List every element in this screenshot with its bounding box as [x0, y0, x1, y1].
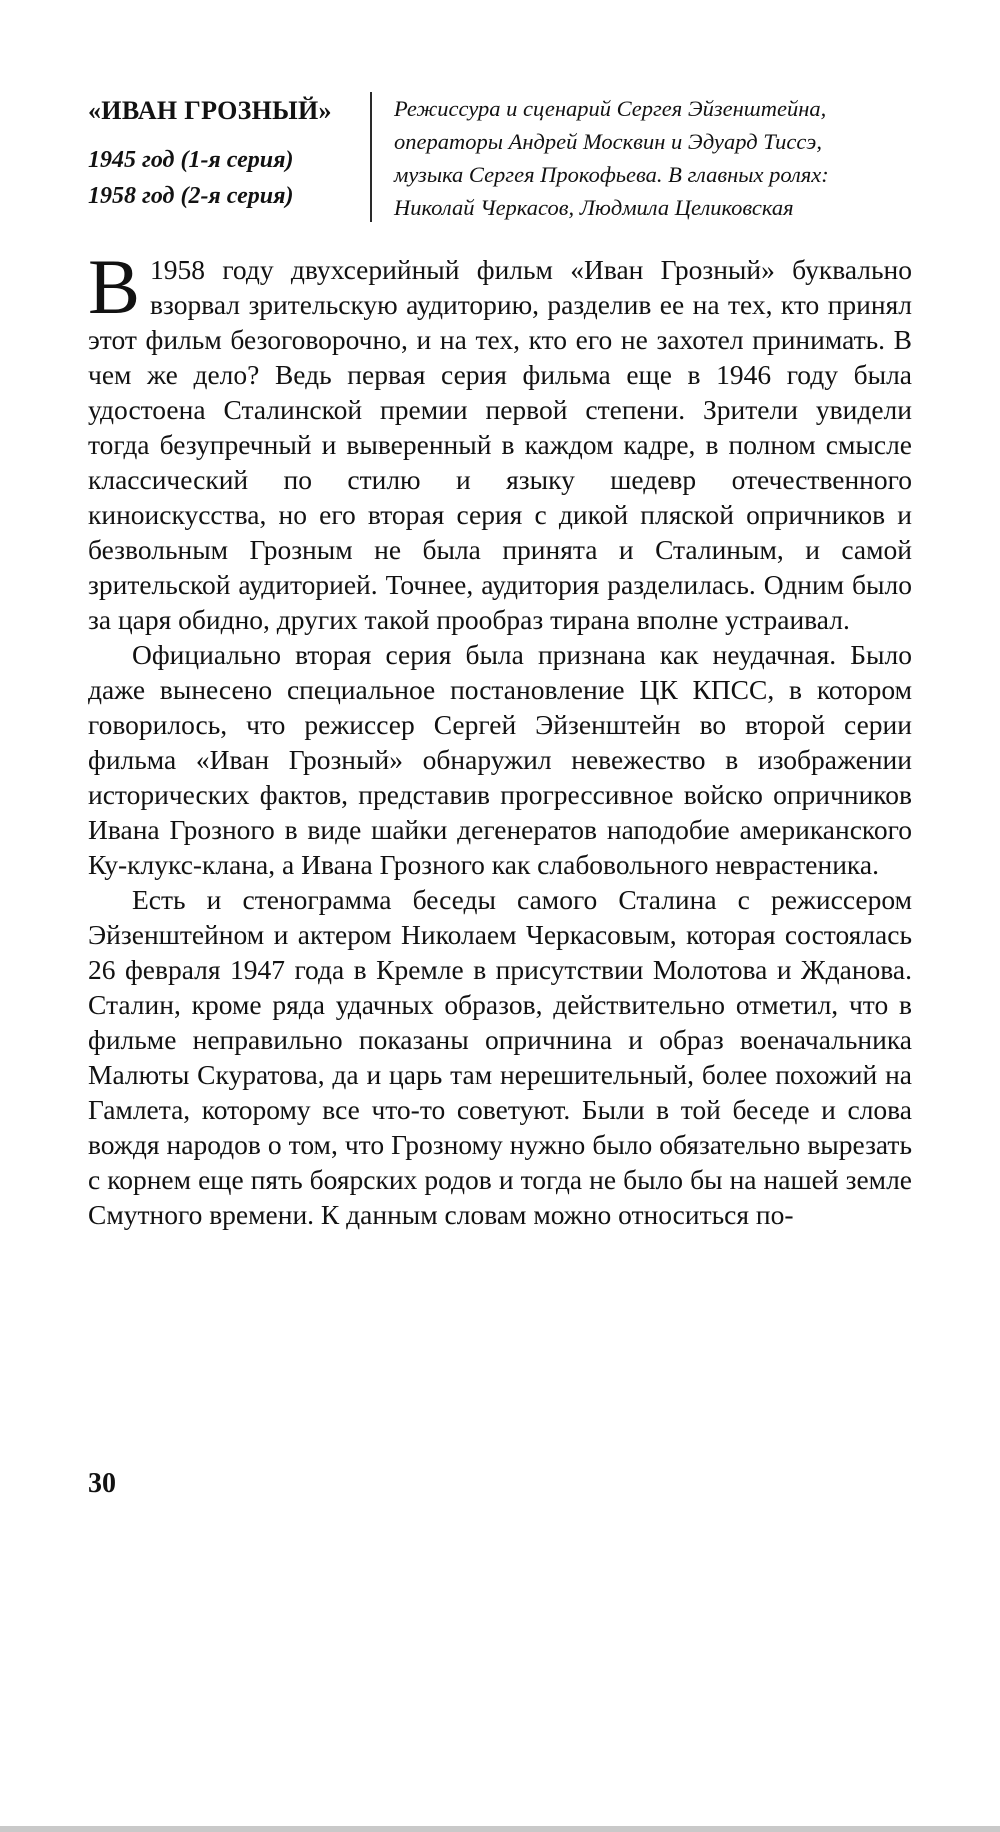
paragraph-3: Есть и стенограмма беседы самого Сталина с режиссером Эйзенштейном и актером Николаем Черкасовым, которая состоялась 26 февраля 1947 года в Кремле в присутствии Молотова и Жданова. Сталин, кроме ряда удачных образов, действительно отметил, что в фильме неправильно показаны опричнина и образ военачальника Малюты Скуратова, да и царь там нерешительный, более похожий на Гамлета, которому все что-то советуют. Были в той беседе и слова вождя народов о том, что Грозному нужно было обязательно вырезать с корнем еще пять боярских родов и тогда не было бы на нашей земле Смутного времени. К данным словам можно относиться по- — [88, 884, 912, 1230]
body-text — [88, 243, 912, 1232]
chapter-header — [88, 90, 912, 224]
page-bottom-edge — [0, 1826, 1000, 1832]
chapter-header-left — [88, 90, 360, 224]
film-title: «ИВАН ГРОЗНЫЙ» — [88, 96, 332, 125]
film-date-line-1: 1945 год (1-я серия) — [88, 147, 294, 173]
film-dates — [88, 142, 360, 214]
paragraph-1-text: 1958 году двухсерийный фильм «Иван Грозный» буквально взорвал зрительскую аудиторию, разделив ее на тех, кто принял этот фильм безоговорочно, и на тех, кто его не захотел принимать. В чем же дело? Ведь первая серия фильма еще в 1946 году была удостоена Сталинской премии первой степени. Зрители увидели тогда безупречный и выверенный в каждом кадре, в полном смысле классический по стилю и языку шедевр отечественного киноискусства, но его вторая серия с дикой пляской опричников и безвольным Грозным не была принята и Сталиным, и самой зрительской аудиторией. Точнее, аудитория разделилась. Одним было за царя обидно, других такой прообраз тирана вполне устраивал. — [88, 254, 912, 635]
paragraph-2: Официально вторая серия была признана как неудачная. Было даже вынесено специальное постановление ЦК КПСС, в котором говорилось, что режиссер Сергей Эйзенштейн во второй серии фильма «Иван Грозный» обнаружил невежество в изображении исторических фактов, представив прогрессивное войско опричников Ивана Грозного в виде шайки дегенератов наподобие американского Ку-клукс-клана, а Ивана Грозного как слабовольного неврастеника. — [88, 639, 912, 880]
film-date-line-2: 1958 год (2-я серия) — [88, 183, 294, 209]
drop-cap: В — [88, 243, 141, 330]
vertical-divider — [370, 92, 372, 222]
page-number: 30 — [88, 1468, 116, 1499]
film-credits: Режиссура и сценарий Сергея Эйзенштейна, операторы Андрей Москвин и Эдуард Тиссэ, музыка Сергея Прокофьева. В главных ролях: Николай Черкасов, Людмила Целиковская — [394, 96, 829, 220]
paragraph-1 — [88, 243, 912, 637]
